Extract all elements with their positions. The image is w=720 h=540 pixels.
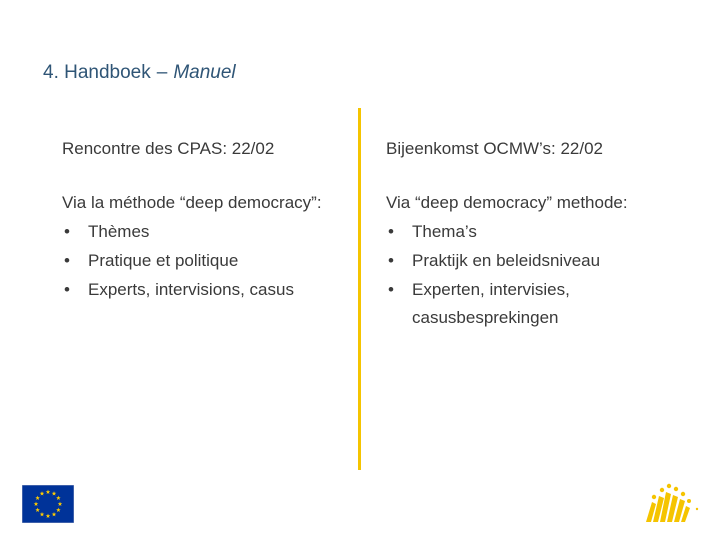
brand-logo-graphic — [642, 478, 702, 526]
right-column-heading: Bijeenkomst OCMW’s: 22/02 — [386, 139, 603, 158]
list-item-text: Pratique et politique — [88, 250, 239, 270]
slide-title-italic: Manuel — [173, 62, 236, 83]
list-item-text: Thèmes — [88, 221, 150, 241]
bullet-icon: • — [64, 221, 70, 241]
column-divider — [358, 108, 361, 470]
left-column — [62, 135, 347, 304]
list-item — [62, 218, 347, 247]
eu-flag-graphic — [22, 485, 74, 523]
list-item — [62, 276, 347, 305]
bullet-icon: • — [388, 250, 394, 270]
list-item — [62, 247, 347, 276]
bullet-icon: • — [388, 221, 394, 241]
left-column-heading: Rencontre des CPAS: 22/02 — [62, 139, 275, 158]
yellow-brand-logo-icon — [642, 478, 702, 526]
left-bullet-list — [62, 218, 347, 305]
right-column-intro: Via “deep democracy” methode: — [386, 192, 628, 212]
slide-title-number: 4. Handboek — [43, 62, 151, 83]
list-item-text: Experten, intervisies, casusbesprekingen — [412, 279, 570, 328]
bullet-icon: • — [64, 250, 70, 270]
bullet-icon: • — [64, 279, 70, 299]
list-item — [386, 218, 696, 247]
list-item-text: Thema’s — [412, 221, 477, 241]
list-item — [386, 247, 696, 276]
list-item — [386, 276, 696, 334]
slide-title — [43, 62, 236, 84]
slide-title-dash: – — [156, 62, 168, 83]
eu-flag-icon — [22, 485, 74, 523]
list-item-text: Praktijk en beleidsniveau — [412, 250, 601, 270]
bullet-icon: • — [388, 279, 394, 299]
right-bullet-list — [386, 218, 696, 334]
list-item-text: Experts, intervisions, casus — [88, 279, 294, 299]
left-column-intro: Via la méthode “deep democracy”: — [62, 192, 322, 212]
right-column — [386, 135, 696, 333]
